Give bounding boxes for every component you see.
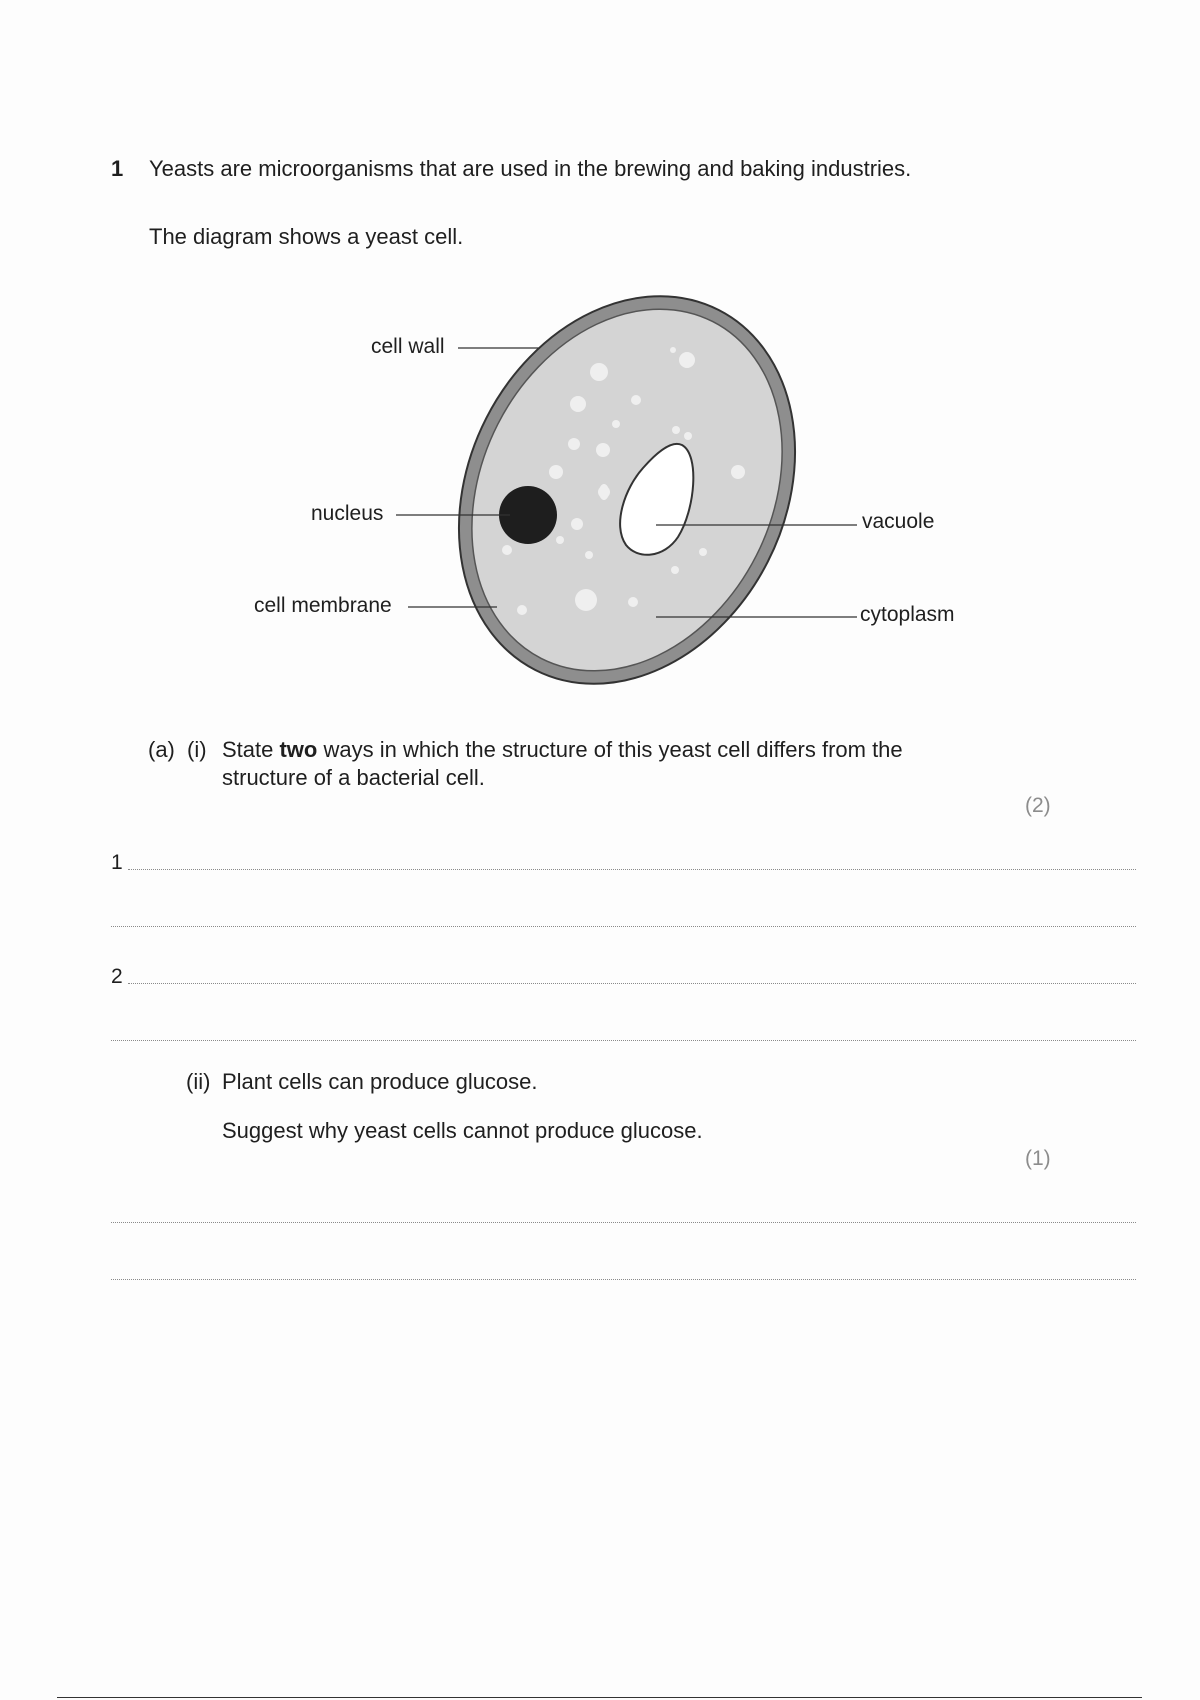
part-a-i-emphasis: two bbox=[279, 737, 318, 762]
answer-line-3a[interactable] bbox=[111, 1222, 1136, 1223]
question-number: 1 bbox=[111, 156, 124, 181]
page-bottom-rule bbox=[57, 1697, 1142, 1698]
part-a-ii-marks: (1) bbox=[1025, 1147, 1051, 1170]
label-cell-wall: cell wall bbox=[371, 335, 445, 358]
yeast-cell-diagram bbox=[0, 0, 1200, 720]
answer-line-1b[interactable] bbox=[111, 926, 1136, 927]
part-a-i-text-before: State bbox=[222, 737, 280, 762]
label-cytoplasm: cytoplasm bbox=[860, 603, 955, 626]
part-a-i-marks: (2) bbox=[1025, 794, 1051, 817]
label-vacuole: vacuole bbox=[862, 510, 935, 533]
answer-number-2: 2 bbox=[111, 965, 123, 988]
part-a-ii-prompt: Suggest why yeast cells cannot produce glucose. bbox=[222, 1118, 703, 1143]
part-a-i-label: (i) bbox=[187, 737, 207, 762]
part-a-i-question bbox=[222, 737, 903, 763]
answer-line-1a[interactable] bbox=[128, 869, 1136, 870]
answer-line-3b[interactable] bbox=[111, 1279, 1136, 1280]
cytoplasm-shape bbox=[412, 256, 842, 720]
part-a-label: (a) bbox=[148, 737, 175, 762]
answer-line-2a[interactable] bbox=[128, 983, 1136, 984]
label-nucleus: nucleus bbox=[311, 502, 384, 525]
question-intro: Yeasts are microorganisms that are used in the brewing and baking industries. bbox=[149, 156, 912, 181]
part-a-ii-statement: Plant cells can produce glucose. bbox=[222, 1069, 538, 1094]
label-cell-membrane: cell membrane bbox=[254, 594, 392, 617]
answer-number-1: 1 bbox=[111, 851, 123, 874]
part-a-ii-label: (ii) bbox=[186, 1069, 211, 1094]
part-a-i-text-after: ways in which the structure of this yeast cell differs from the bbox=[317, 737, 903, 762]
answer-line-2b[interactable] bbox=[111, 1040, 1136, 1041]
part-a-i-question-line2: structure of a bacterial cell. bbox=[222, 765, 485, 790]
diagram-intro: The diagram shows a yeast cell. bbox=[149, 224, 464, 249]
